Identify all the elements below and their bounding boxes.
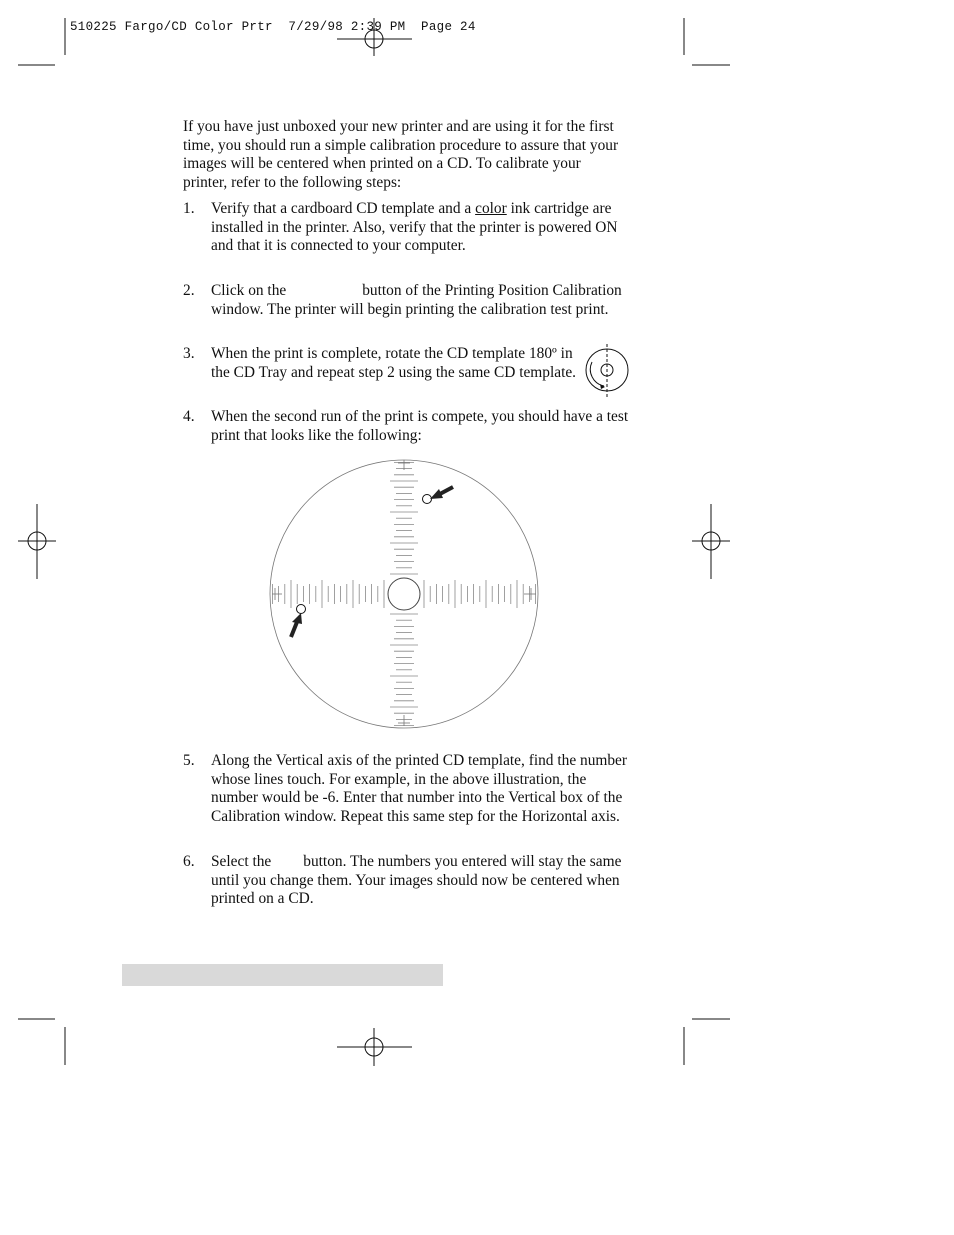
step-5	[183, 752, 628, 848]
intro-paragraph: If you have just unboxed your new printer and are using it for the first time, you should run a simple calibration procedure to assure that your images will be centered when printed on a CD. To calibrate your printer, refer to the following steps:	[183, 118, 619, 192]
step-number: 6.	[183, 853, 195, 870]
step-text: When the print is complete, rotate the CD template 180º in the CD Tray and repeat step 2 using the same CD template.	[211, 345, 577, 381]
rotate-cd-icon	[582, 342, 632, 400]
step-number: 5.	[183, 752, 195, 769]
step-number: 2.	[183, 282, 195, 299]
footer-gray-bar	[122, 964, 443, 986]
step-number: 4.	[183, 408, 195, 425]
step-3	[183, 345, 628, 405]
print-slug: 510225 Fargo/CD Color Prtr 7/29/98 2:39 PM Page 24	[70, 20, 476, 34]
step-text: Click on the button of the Printing Position Calibration window. The printer will begin printing the calibration test print.	[211, 282, 622, 318]
horizontal-match-marker	[297, 605, 306, 614]
step-text: Select the button. The numbers you entered will stay the same until you change them. Your images should now be centered when printed on a CD.	[211, 853, 622, 908]
step-text: When the second run of the print is compete, you should have a test print that looks like the following:	[211, 408, 629, 444]
horizontal-pointer-arrow-icon	[291, 613, 302, 637]
color-emphasis: color	[475, 200, 507, 217]
vertical-match-marker	[423, 495, 432, 504]
step-6	[183, 853, 628, 913]
step-number: 1.	[183, 200, 195, 217]
step-number: 3.	[183, 345, 195, 362]
vertical-pointer-arrow-icon	[430, 487, 453, 499]
step-text: Verify that a cardboard CD template and a color ink cartridge are installed in the printer. Also, verify that the printer is powered ON and that it is connected to your computer.	[211, 200, 618, 255]
calibration-test-print-illustration	[266, 456, 542, 732]
step-1	[183, 200, 628, 280]
step-4	[183, 408, 628, 450]
step-text: Along the Vertical axis of the printed CD template, find the number whose lines touch. For example, in the above illustration, the number would be -6. Enter that number into the Vertical box of the Calibration window. Repeat this same step for the Horizontal axis.	[211, 752, 628, 826]
step-2	[183, 282, 628, 342]
